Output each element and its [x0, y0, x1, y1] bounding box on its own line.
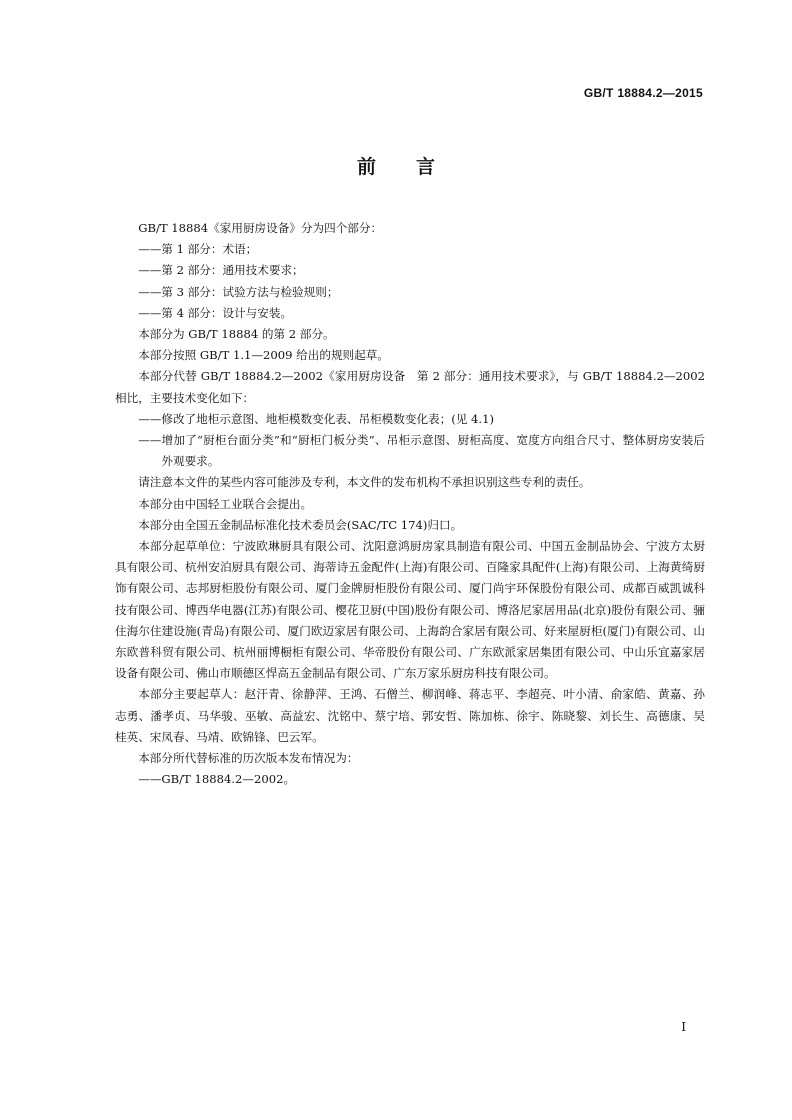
list-item-part-4: ——第 4 部分：设计与安装。	[138, 305, 293, 320]
list-item-part-1: ——第 1 部分：术语；	[138, 242, 258, 257]
paragraph-drafting-units: 本部分起草单位：宁波欧琳厨具有限公司、沈阳意鸿厨房家具制造有限公司、中国五金制品协会、宁波方太厨具有限公司、杭州安泊厨具有限公司、海蒂诗五金配件(上海)有限公司、百隆家具配件(上海)有限公司、上海黄绮厨饰有限公司、志邦厨柜股份有限公司、厦门金牌厨柜股份有限公司、厦门尚宇环保股份有限公司、成都百威凯诚科技有限公司、博西华电器(江苏)有限公司、樱花卫厨(中国)股份有限公司、博洛尼家居用品(北京)股份有限公司、骊住海尔住建设施(青岛)有限公司、厦门欧迈家居有限公司、上海韵合家居有限公司、好来屋厨柜(厦门)有限公司、山东欧普科贸有限公司、杭州丽博橱柜有限公司、华帝股份有限公司、广东欧派家居集团有限公司、中山乐宜嘉家居设备有限公司、佛山市顺德区悍高五金制品有限公司、广东万家乐厨房科技有限公司。	[115, 539, 705, 681]
page-number: I	[681, 1020, 686, 1034]
page-title: 前言	[356, 156, 475, 178]
paragraph-centralized-by: 本部分由全国五金制品标准化技术委员会(SAC/TC 174)归口。	[138, 517, 463, 532]
paragraph-replaces: 本部分代替 GB/T 18884.2—2002《家用厨房设备 第 2 部分：通用技术要求》，与 GB/T 18884.2—2002 相比，主要技术变化如下：	[115, 369, 705, 405]
paragraph-part-statement: 本部分为 GB/T 18884 的第 2 部分。	[138, 327, 335, 342]
list-item-change-2: ——增加了“厨柜台面分类”和“厨柜门板分类”、吊柜示意图、厨柜高度、宽度方向组合尺寸、整体厨房安装后外观要求。	[138, 433, 705, 469]
paragraph-history-intro: 本部分所代替标准的历次版本发布情况为：	[138, 751, 359, 766]
paragraph-drafting-rules: 本部分按照 GB/T 1.1—2009 给出的规则起草。	[138, 348, 389, 363]
paragraph-patent-notice: 请注意本文件的某些内容可能涉及专利，本文件的发布机构不承担识别这些专利的责任。	[138, 475, 591, 490]
standard-code-header: GB/T 18884.2—2015	[583, 86, 703, 100]
list-item-part-3: ——第 3 部分：试验方法与检验规则；	[138, 284, 339, 299]
paragraph-drafters: 本部分主要起草人：赵汗青、徐静萍、王鸿、石僧兰、柳润峰、蒋志平、李超亮、叶小清、俞家皓、黄嘉、孙志勇、潘孝贞、马华骏、巫敏、高益宏、沈铭中、蔡宁培、郭安哲、陈加栋、徐宇、陈晓黎、刘长生、高德康、吴桂英、宋凤春、马靖、欧锦锋、巴云军。	[115, 687, 705, 744]
list-item-part-2: ——第 2 部分：通用技术要求；	[138, 263, 304, 278]
foreword-body	[115, 218, 705, 790]
list-item-history-edition: ——GB/T 18884.2—2002。	[138, 772, 296, 787]
paragraph-parts-intro: GB/T 18884《家用厨房设备》分为四个部分：	[138, 221, 383, 235]
paragraph-proposed-by: 本部分由中国轻工业联合会提出。	[138, 496, 313, 511]
list-item-change-1: ——修改了地柜示意图、地柜模数变化表、吊柜模数变化表；(见 4.1)	[138, 411, 494, 426]
